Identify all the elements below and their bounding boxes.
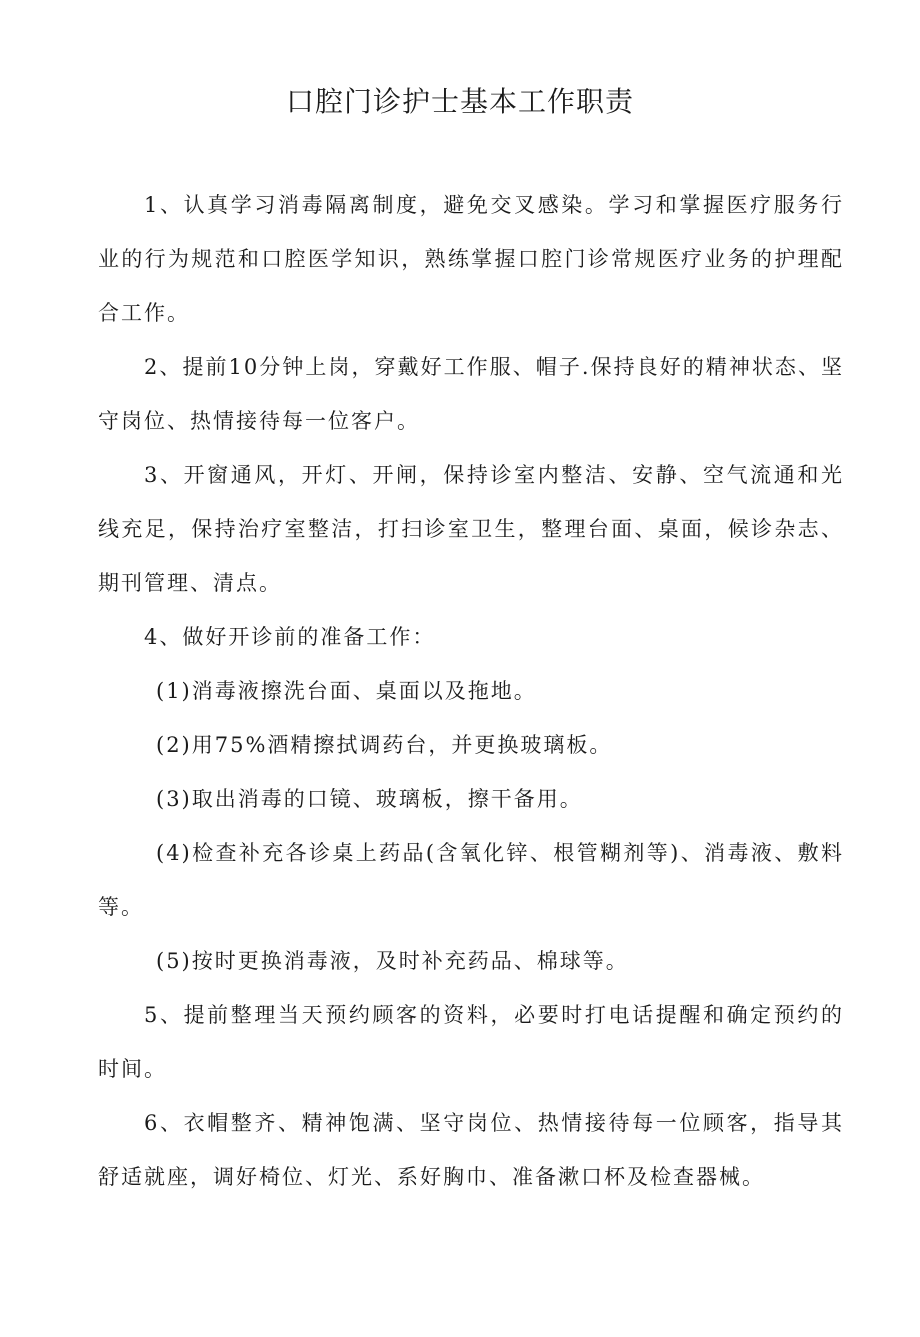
paragraph-1: 1、认真学习消毒隔离制度，避免交叉感染。学习和掌握医疗服务行业的行为规范和口腔医学知识，熟练掌握口腔门诊常规医疗业务的护理配合工作。 [98,193,844,325]
paragraph-5: 5、提前整理当天预约顾客的资料，必要时打电话提醒和确定预约的时间。 [98,1003,844,1081]
paragraph-3: 3、开窗通风，开灯、开闸，保持诊室内整洁、安静、空气流通和光线充足，保持治疗室整洁，打扫诊室卫生，整理台面、桌面，候诊杂志、期刊管理、清点。 [98,463,844,595]
paragraph-4: 4、做好开诊前的准备工作： [144,625,436,649]
sub-item-4: (4)检查补充各诊桌上药品(含氧化锌、根管糊剂等)、消毒液、敷料等。 [98,841,844,919]
document-title: 口腔门诊护士基本工作职责 [285,85,634,118]
paragraph-6: 6、衣帽整齐、精神饱满、坚守岗位、热情接待每一位顾客，指导其舒适就座，调好椅位、灯光、系好胸巾、准备漱口杯及检查器械。 [98,1111,844,1189]
sub-item-2: (2)用75%酒精擦拭调药台，并更换玻璃板。 [156,733,613,757]
sub-item-3: (3)取出消毒的口镜、玻璃板，擦干备用。 [156,787,583,811]
document-body [98,178,844,1204]
paragraph-2: 2、提前10分钟上岗，穿戴好工作服、帽子.保持良好的精神状态、坚守岗位、热情接待每一位客户。 [98,355,844,433]
sub-item-1: (1)消毒液擦洗台面、桌面以及拖地。 [156,679,537,703]
sub-item-5: (5)按时更换消毒液，及时补充药品、棉球等。 [156,949,629,973]
